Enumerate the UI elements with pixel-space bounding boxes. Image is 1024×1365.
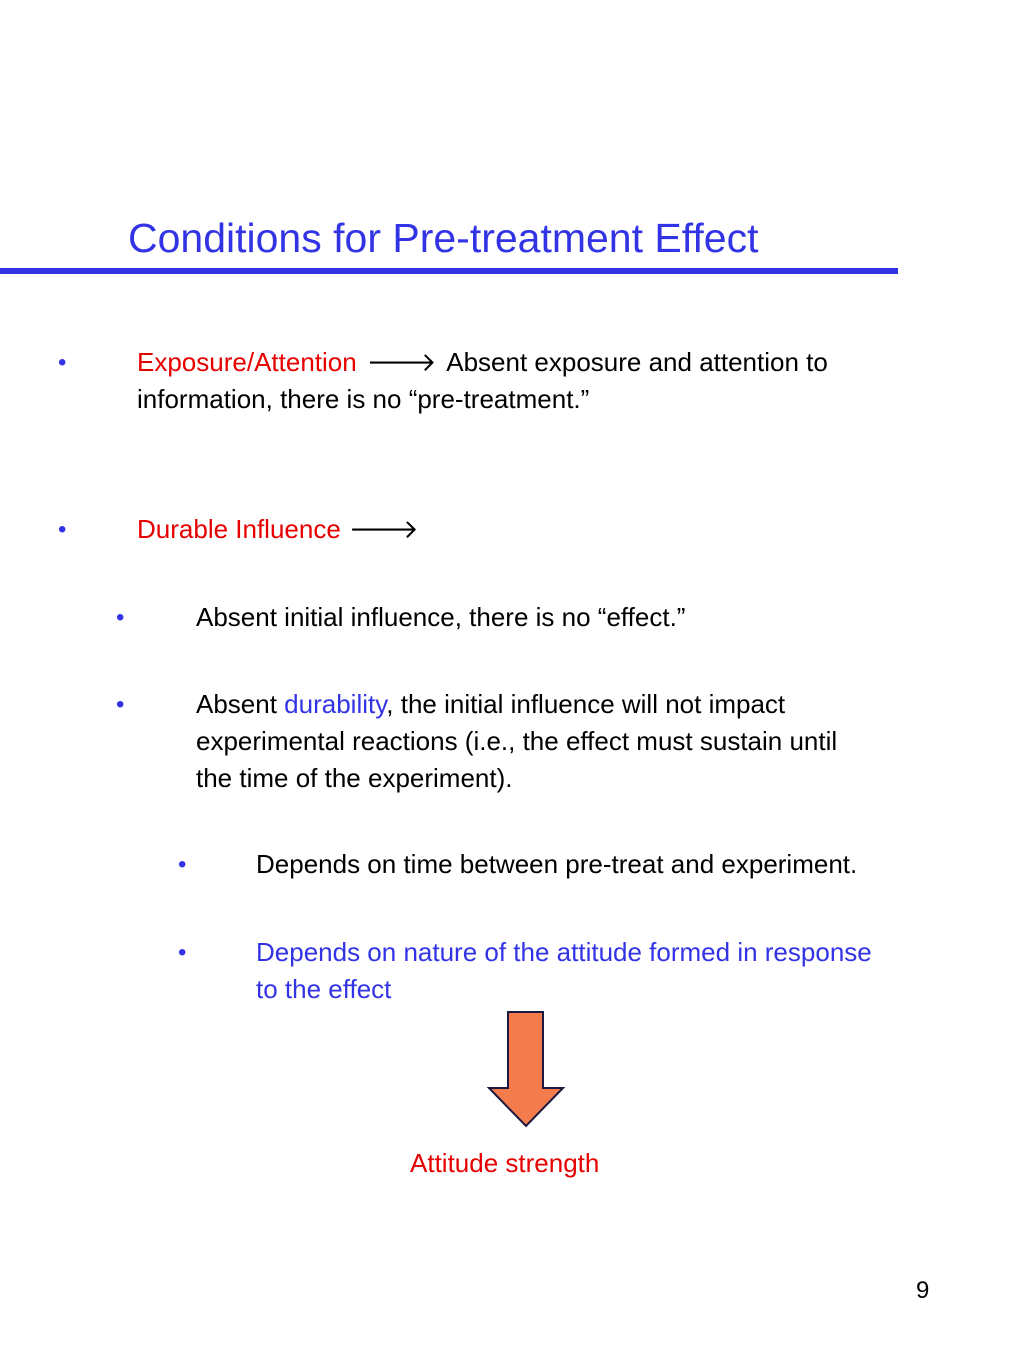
- sub-bullet-prefix: Absent: [196, 689, 285, 719]
- sub-bullet-durability: [196, 686, 785, 723]
- attitude-strength-caption: Attitude strength: [410, 1148, 600, 1178]
- bullet-exposure-attention: [137, 344, 828, 381]
- sub-sub-bullet-marker: •: [178, 851, 187, 878]
- sub-sub-bullet-marker: •: [178, 939, 187, 966]
- right-arrow-icon: 🡒: [366, 347, 437, 377]
- slide-title: Conditions for Pre-treatment Effect: [128, 215, 759, 261]
- bullet-text-continued: information, there is no “pre-treatment.”: [137, 384, 590, 414]
- bullet-durable-influence: [137, 511, 423, 548]
- bullet-text: Absent exposure and attention to: [446, 347, 828, 377]
- sub-bullet-line: the time of the experiment).: [196, 763, 513, 793]
- sub-bullet-line: experimental reactions (i.e., the effect must sustain until: [196, 726, 838, 756]
- bullet-marker: •: [58, 349, 67, 376]
- right-arrow-icon: 🡒: [348, 514, 419, 544]
- sub-bullet-initial-influence: Absent initial influence, there is no “effect.”: [196, 602, 686, 632]
- down-arrow-icon: [486, 1010, 566, 1130]
- sub-bullet-marker: •: [116, 604, 125, 631]
- title-underline: [0, 268, 898, 274]
- bullet-marker: •: [58, 516, 67, 543]
- bullet-label: Exposure/Attention: [137, 347, 357, 377]
- sub-sub-bullet-time: Depends on time between pre-treat and experiment.: [256, 849, 858, 879]
- page-number: 9: [916, 1277, 930, 1304]
- durability-highlight: durability: [284, 689, 387, 719]
- sub-sub-bullet-nature: Depends on nature of the attitude formed in response: [256, 937, 872, 967]
- bullet-label: Durable Influence: [137, 514, 341, 544]
- sub-sub-bullet-nature-continued: to the effect: [256, 974, 392, 1004]
- sub-bullet-marker: •: [116, 691, 125, 718]
- sub-bullet-suffix: , the initial influence will not impact: [386, 689, 786, 719]
